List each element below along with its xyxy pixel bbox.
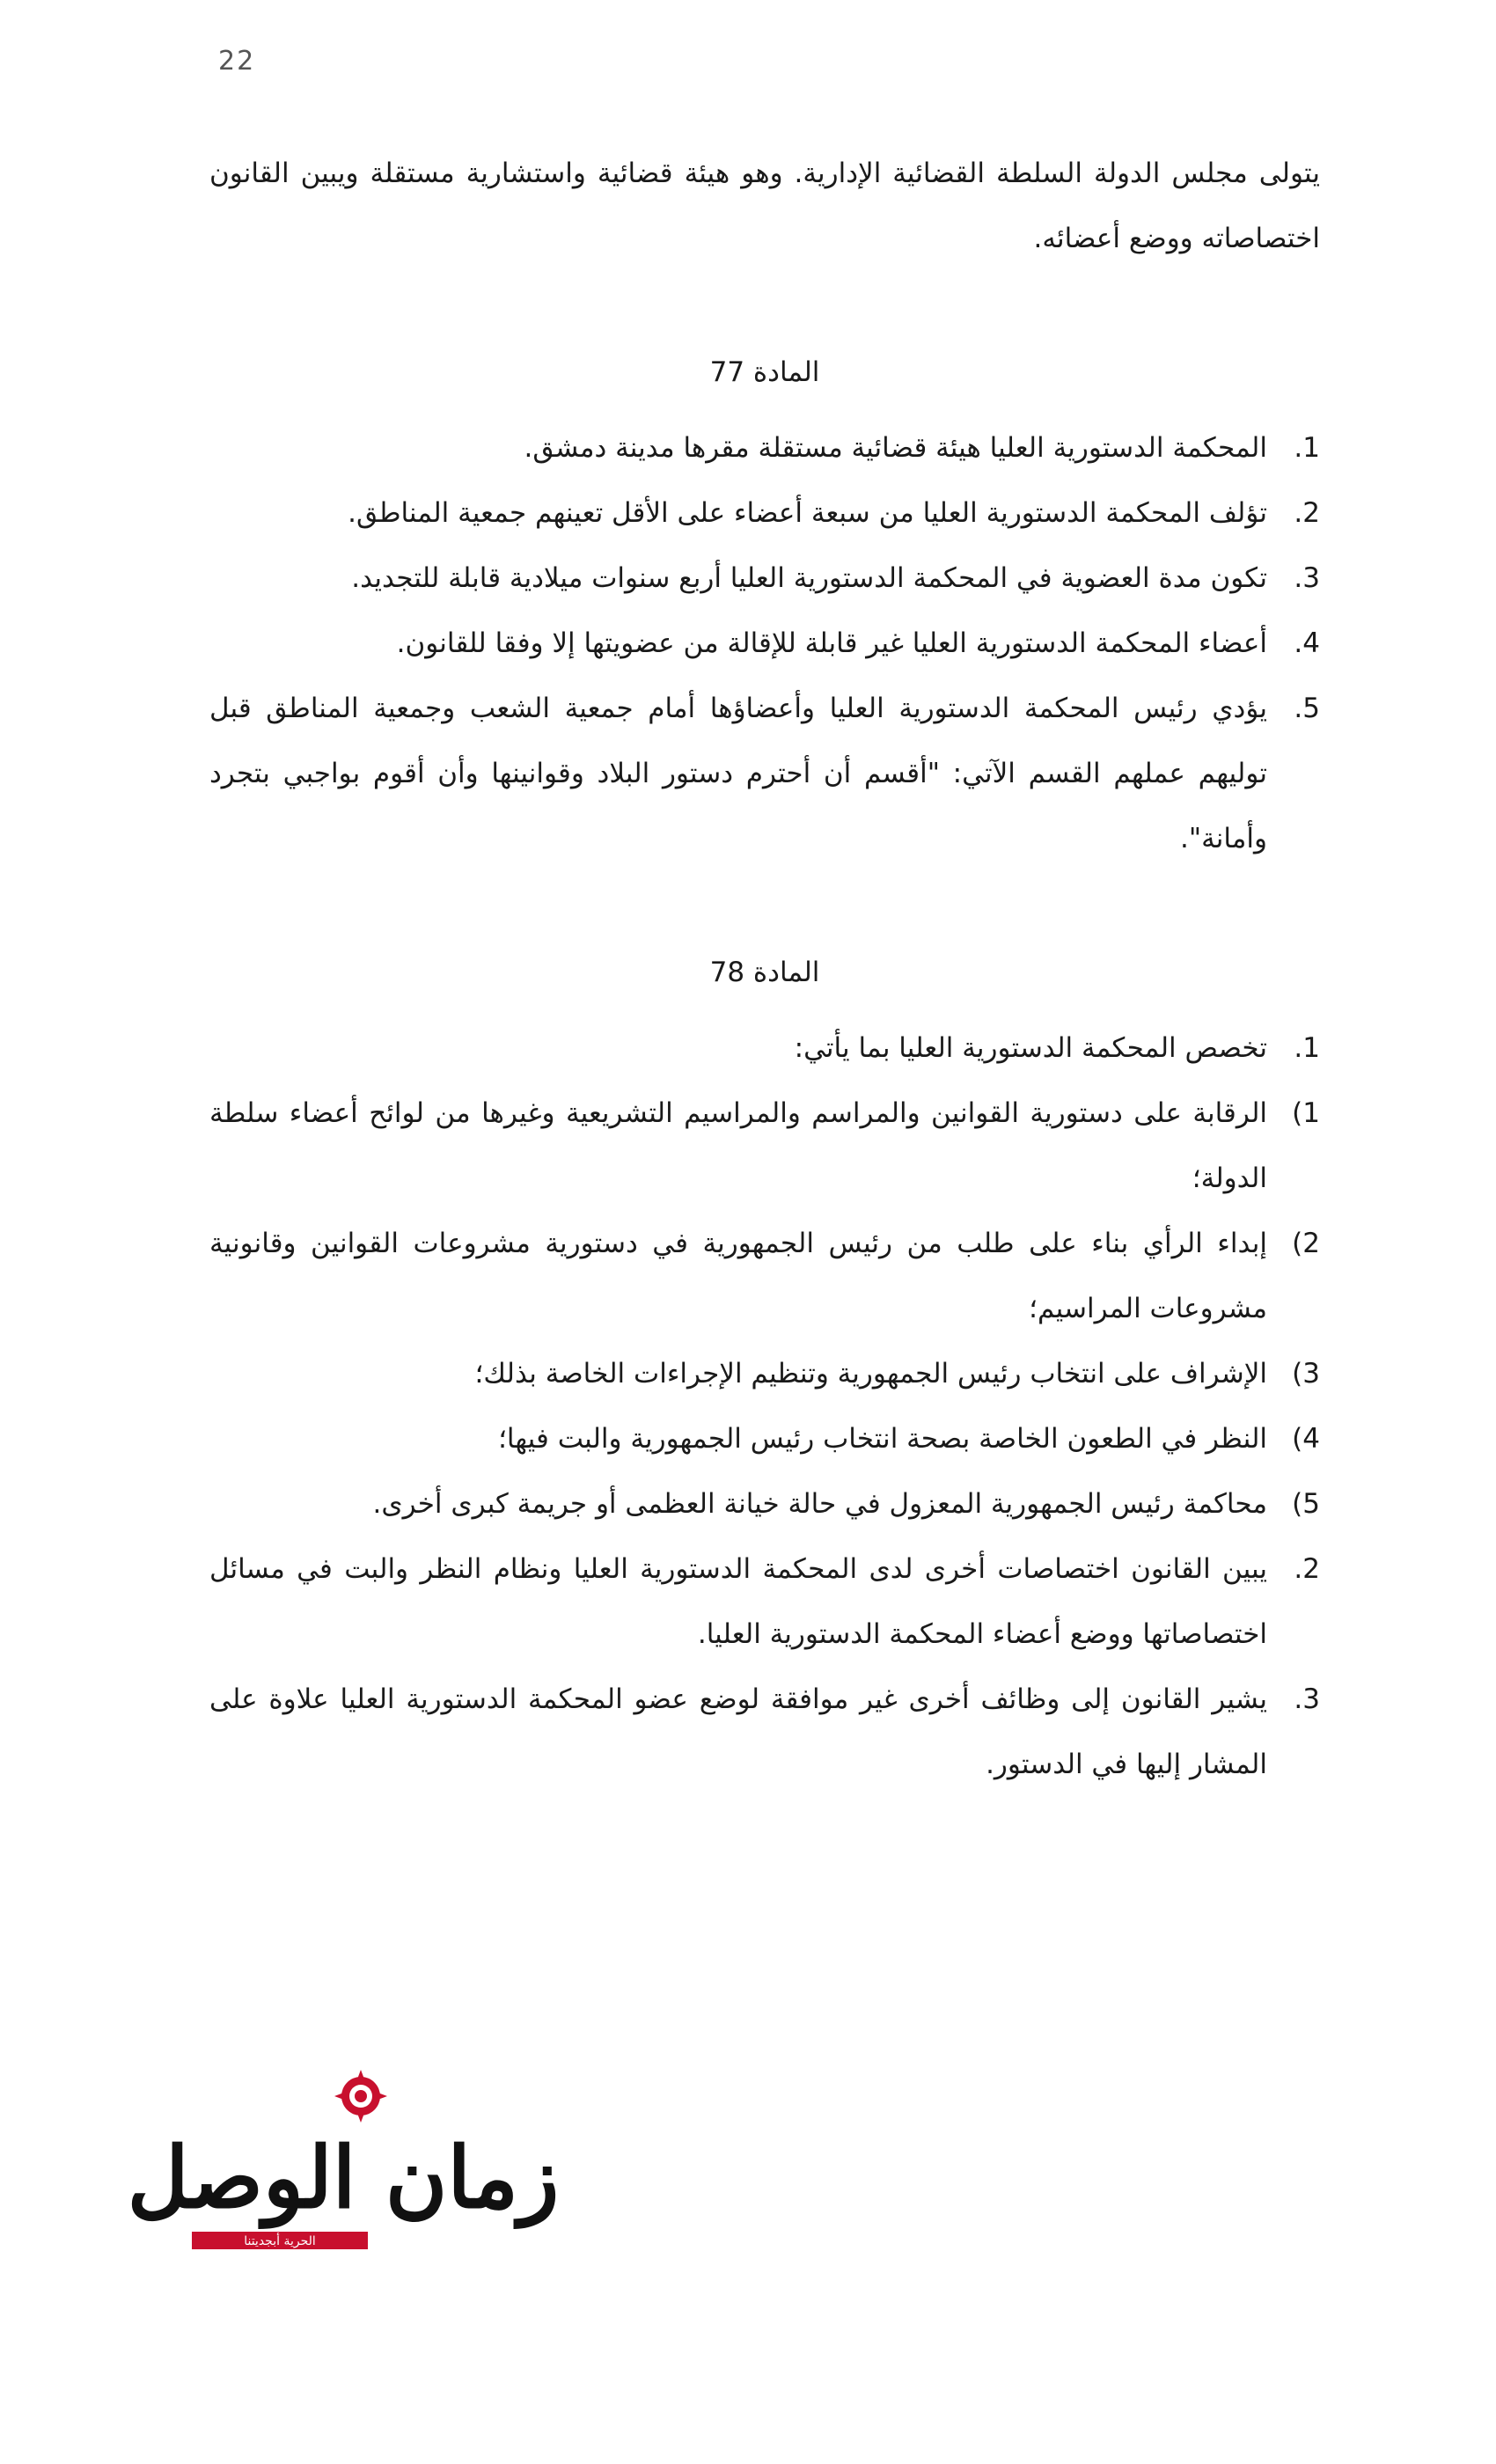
item-text: المحكمة الدستورية العليا هيئة قضائية مستقلة مقرها مدينة دمشق.	[524, 432, 1267, 464]
subitem-text: النظر في الطعون الخاصة بصحة انتخاب رئيس الجمهورية والبت فيها؛	[498, 1423, 1267, 1455]
document-body	[209, 141, 1320, 1797]
article-77-title: المادة 77	[709, 356, 820, 388]
subitem-number: 3)	[1292, 1358, 1320, 1390]
item-text: يشير القانون إلى وظائف أخرى غير موافقة لوضع عضو المحكمة الدستورية العليا علاوة على المشار إليها في الدستور.	[209, 1683, 1267, 1780]
item-text: يؤدي رئيس المحكمة الدستورية العليا وأعضاؤها أمام جمعية الشعب وجمعية المناطق قبل توليهم عملهم القسم الآتي: "أقسم أن أحترم دستور البلاد وقوانينها وأن أقوم بواجبي بتجرد وأمانة".	[209, 693, 1267, 854]
item-number: 3.	[1294, 562, 1320, 594]
item-number: 5.	[1294, 693, 1320, 724]
logo-emblem-icon	[334, 2070, 387, 2123]
article-78-title: المادة 78	[709, 957, 820, 988]
article-77-item	[209, 611, 1320, 676]
zaman-alwasl-logo	[127, 2059, 560, 2262]
item-number: 2.	[1294, 497, 1320, 529]
item-text: تؤلف المحكمة الدستورية العليا من سبعة أعضاء على الأقل تعينهم جمعية المناطق.	[348, 497, 1267, 529]
article-78-item	[209, 1667, 1320, 1797]
article-78-item	[209, 1536, 1320, 1667]
subitem-number: 1)	[1292, 1097, 1320, 1129]
article-77-item	[209, 415, 1320, 480]
item-number: 1.	[1294, 1032, 1320, 1064]
logo-tagline: الحرية أبجديتنا	[244, 2234, 316, 2248]
subitem-text: الرقابة على دستورية القوانين والمراسم والمراسيم التشريعية وغيرها من لوائح أعضاء سلطة الدولة؛	[209, 1097, 1267, 1194]
article-77-list	[209, 415, 1320, 871]
article-77-item	[209, 676, 1320, 871]
item-text: تكون مدة العضوية في المحكمة الدستورية العليا أربع سنوات ميلادية قابلة للتجديد.	[351, 562, 1267, 594]
subitem-number: 2)	[1292, 1228, 1320, 1259]
article-78-item	[209, 1016, 1320, 1081]
article-78-subitem	[209, 1471, 1320, 1536]
item-number: 4.	[1294, 627, 1320, 659]
subitem-text: إبداء الرأي بناء على طلب من رئيس الجمهورية في دستورية مشروعات القوانين وقانونية مشروعات المراسيم؛	[209, 1228, 1267, 1324]
article-78-subitem	[209, 1211, 1320, 1341]
item-number: 1.	[1294, 432, 1320, 464]
subitem-number: 5)	[1292, 1488, 1320, 1520]
subitem-text: الإشراف على انتخاب رئيس الجمهورية وتنظيم الإجراءات الخاصة بذلك؛	[474, 1358, 1267, 1390]
article-78-subitem	[209, 1406, 1320, 1471]
article-78-subitem	[209, 1081, 1320, 1211]
logo-text: زمان الوصل	[127, 2128, 560, 2227]
item-text: أعضاء المحكمة الدستورية العليا غير قابلة للإقالة من عضويتها إلا وفقا للقانون.	[396, 627, 1267, 659]
item-text: تخصص المحكمة الدستورية العليا بما يأتي:	[794, 1032, 1267, 1064]
page-number: 22	[218, 46, 256, 77]
item-number: 3.	[1294, 1683, 1320, 1715]
article-78-subitem	[209, 1341, 1320, 1406]
article-78-list	[209, 1016, 1320, 1797]
intro-paragraph: يتولى مجلس الدولة السلطة القضائية الإدارية. وهو هيئة قضائية واستشارية مستقلة ويبين القانون اختصاصاته ووضع أعضائه.	[209, 158, 1320, 254]
item-number: 2.	[1294, 1553, 1320, 1585]
article-77-item	[209, 546, 1320, 611]
item-text: يبين القانون اختصاصات أخرى لدى المحكمة الدستورية العليا ونظام النظر والبت في مسائل اختصاصاتها ووضع أعضاء المحكمة الدستورية العليا.	[209, 1553, 1267, 1650]
article-77-item	[209, 480, 1320, 546]
subitem-number: 4)	[1292, 1423, 1320, 1455]
subitem-text: محاكمة رئيس الجمهورية المعزول في حالة خيانة العظمى أو جريمة كبرى أخرى.	[372, 1488, 1267, 1520]
